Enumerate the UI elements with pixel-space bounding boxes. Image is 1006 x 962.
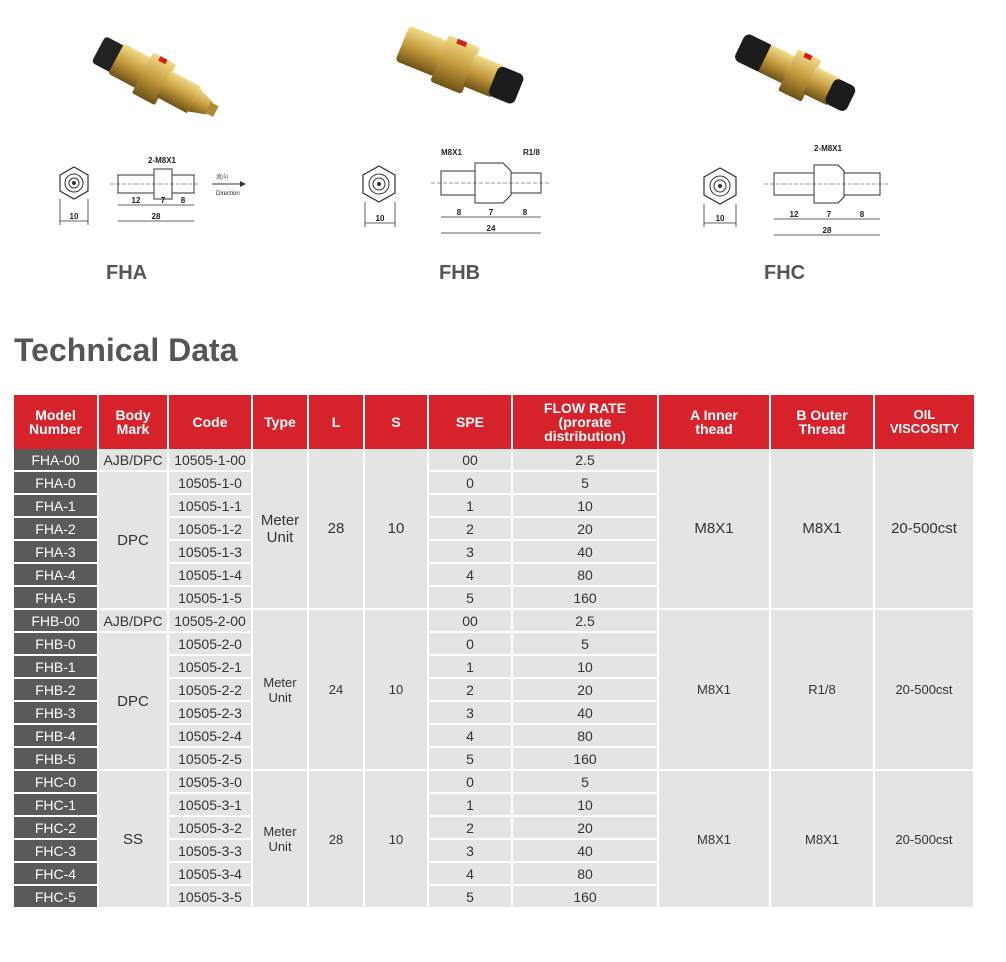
spe-cell: 3 [428, 839, 512, 862]
model-number-cell: FHB-0 [14, 632, 98, 655]
header-code: Code [168, 395, 252, 449]
code-cell: 10505-1-3 [168, 540, 252, 563]
code-cell: 10505-2-00 [168, 609, 252, 632]
spe-cell: 0 [428, 632, 512, 655]
flow-rate-cell: 2.5 [512, 609, 658, 632]
code-cell: 10505-1-00 [168, 449, 252, 471]
fha-photo [40, 20, 340, 140]
model-number-cell: FHB-1 [14, 655, 98, 678]
fhc-thread-label: 2-M8X1 [813, 144, 843, 153]
b-thread-cell: R1/8 [770, 609, 874, 770]
flow-rate-cell: 5 [512, 471, 658, 494]
header-flow-rate: FLOW RATE (prorate distribution) [512, 395, 658, 449]
model-number-cell: FHC-3 [14, 839, 98, 862]
fha-product-name: FHA [106, 262, 148, 284]
model-number-cell: FHB-3 [14, 701, 98, 724]
flow-rate-cell: 160 [512, 586, 658, 609]
s-cell: 10 [364, 609, 428, 770]
flow-rate-cell: 10 [512, 793, 658, 816]
code-cell: 10505-2-2 [168, 678, 252, 701]
fhb-dim-1: 8 [456, 208, 462, 217]
model-number-cell: FHB-2 [14, 678, 98, 701]
header-type: Type [252, 395, 308, 449]
spe-cell: 1 [428, 494, 512, 517]
a-thread-cell: M8X1 [658, 609, 770, 770]
header-model-number: Model Number [14, 395, 98, 449]
header-spe: SPE [428, 395, 512, 449]
body-mark-cell: DPC [98, 632, 168, 770]
flow-rate-cell: 160 [512, 747, 658, 770]
model-number-cell: FHA-5 [14, 586, 98, 609]
model-number-cell: FHA-0 [14, 471, 98, 494]
flow-rate-cell: 20 [512, 816, 658, 839]
spe-cell: 3 [428, 701, 512, 724]
flow-rate-cell: 40 [512, 540, 658, 563]
flow-rate-cell: 5 [512, 632, 658, 655]
a-thread-cell: M8X1 [658, 770, 770, 908]
model-number-cell: FHC-1 [14, 793, 98, 816]
header-body-mark: Body Mark [98, 395, 168, 449]
code-cell: 10505-1-5 [168, 586, 252, 609]
code-cell: 10505-2-3 [168, 701, 252, 724]
spe-cell: 5 [428, 747, 512, 770]
model-number-cell: FHB-00 [14, 609, 98, 632]
code-cell: 10505-1-1 [168, 494, 252, 517]
type-cell: Meter Unit [252, 770, 308, 908]
code-cell: 10505-1-4 [168, 563, 252, 586]
table-row [14, 609, 974, 632]
model-number-cell: FHC-5 [14, 885, 98, 908]
table-row [14, 449, 974, 471]
flow-rate-cell: 40 [512, 701, 658, 724]
fhc-hex-dim: 10 [715, 214, 725, 223]
model-number-cell: FHB-5 [14, 747, 98, 770]
fhc-dim-1: 12 [789, 210, 799, 219]
product-fhb [355, 0, 655, 300]
section-title: Technical Data [14, 332, 238, 368]
code-cell: 10505-3-3 [168, 839, 252, 862]
a-thread-cell: M8X1 [658, 449, 770, 609]
product-fhc [690, 0, 990, 300]
header-b-outer-thread: B Outer Thread [770, 395, 874, 449]
fhb-photo [355, 20, 655, 140]
code-cell: 10505-2-0 [168, 632, 252, 655]
fha-hex-dim: 10 [69, 212, 79, 221]
flow-rate-cell: 80 [512, 862, 658, 885]
spe-cell: 0 [428, 770, 512, 793]
spe-cell: 4 [428, 563, 512, 586]
fhb-dim-2: 7 [488, 208, 494, 217]
flow-rate-cell: 10 [512, 655, 658, 678]
model-number-cell: FHA-1 [14, 494, 98, 517]
spe-cell: 0 [428, 471, 512, 494]
model-number-cell: FHA-2 [14, 517, 98, 540]
fhb-thread-right: R1/8 [523, 148, 540, 157]
flow-rate-cell: 80 [512, 724, 658, 747]
spe-cell: 3 [428, 540, 512, 563]
fha-direction-cn: 流向 [216, 175, 229, 181]
spe-cell: 00 [428, 609, 512, 632]
spe-cell: 2 [428, 678, 512, 701]
fhb-hex-dim: 10 [375, 214, 385, 223]
model-number-cell: FHA-3 [14, 540, 98, 563]
l-cell: 28 [308, 449, 364, 609]
oil-viscosity-cell: 20-500cst [874, 449, 974, 609]
flow-rate-cell: 40 [512, 839, 658, 862]
model-number-cell: FHC-2 [14, 816, 98, 839]
l-cell: 24 [308, 609, 364, 770]
fhc-dim-3: 8 [859, 210, 865, 219]
product-fha [40, 0, 340, 300]
table-header-row [14, 395, 974, 449]
model-number-cell: FHA-4 [14, 563, 98, 586]
flow-rate-cell: 80 [512, 563, 658, 586]
type-cell: Meter Unit [252, 449, 308, 609]
header-s: S [364, 395, 428, 449]
technical-data-table [14, 395, 975, 909]
fhb-thread-left: M8X1 [441, 148, 462, 157]
code-cell: 10505-2-1 [168, 655, 252, 678]
s-cell: 10 [364, 449, 428, 609]
l-cell: 28 [308, 770, 364, 908]
flow-rate-cell: 2.5 [512, 449, 658, 471]
b-thread-cell: M8X1 [770, 770, 874, 908]
oil-viscosity-cell: 20-500cst [874, 770, 974, 908]
header-l: L [308, 395, 364, 449]
spe-cell: 2 [428, 816, 512, 839]
fhc-dim-2: 7 [826, 210, 832, 219]
type-cell: Meter Unit [252, 609, 308, 770]
fhb-drawing [355, 135, 655, 255]
flow-rate-cell: 5 [512, 770, 658, 793]
fhb-total-dim: 24 [486, 224, 496, 233]
model-number-cell: FHC-0 [14, 770, 98, 793]
code-cell: 10505-3-4 [168, 862, 252, 885]
code-cell: 10505-1-2 [168, 517, 252, 540]
fhb-dim-3: 8 [522, 208, 528, 217]
fhc-photo [690, 20, 990, 140]
s-cell: 10 [364, 770, 428, 908]
body-mark-cell: DPC [98, 471, 168, 609]
spe-cell: 1 [428, 793, 512, 816]
fha-direction-en: Direction [216, 191, 240, 197]
fha-thread-label: 2-M8X1 [147, 156, 177, 165]
body-mark-cell: AJB/DPC [98, 609, 168, 632]
body-mark-cell: AJB/DPC [98, 449, 168, 471]
table-row [14, 770, 974, 793]
code-cell: 10505-1-0 [168, 471, 252, 494]
header-a-inner-thread: A Inner thead [658, 395, 770, 449]
fhc-drawing [690, 135, 990, 255]
spe-cell: 00 [428, 449, 512, 471]
spe-cell: 4 [428, 724, 512, 747]
code-cell: 10505-2-5 [168, 747, 252, 770]
body-mark-cell: SS [98, 770, 168, 908]
header-oil-viscosity: OIL VISCOSITY [874, 395, 974, 449]
spe-cell: 2 [428, 517, 512, 540]
fha-dim-2: 7 [160, 196, 166, 205]
fha-dim-3: 8 [180, 196, 186, 205]
spe-cell: 4 [428, 862, 512, 885]
fha-drawing [40, 135, 340, 255]
flow-rate-cell: 160 [512, 885, 658, 908]
code-cell: 10505-3-0 [168, 770, 252, 793]
model-number-cell: FHA-00 [14, 449, 98, 471]
spe-cell: 5 [428, 586, 512, 609]
fha-dim-1: 12 [131, 196, 141, 205]
code-cell: 10505-3-2 [168, 816, 252, 839]
fha-total-dim: 28 [151, 212, 161, 221]
fhb-product-name: FHB [439, 262, 481, 284]
fhc-product-name: FHC [764, 262, 806, 284]
fhc-total-dim: 28 [822, 226, 832, 235]
model-number-cell: FHC-4 [14, 862, 98, 885]
code-cell: 10505-2-4 [168, 724, 252, 747]
model-number-cell: FHB-4 [14, 724, 98, 747]
flow-rate-cell: 10 [512, 494, 658, 517]
code-cell: 10505-3-1 [168, 793, 252, 816]
spe-cell: 1 [428, 655, 512, 678]
b-thread-cell: M8X1 [770, 449, 874, 609]
product-gallery [0, 0, 1006, 300]
oil-viscosity-cell: 20-500cst [874, 609, 974, 770]
code-cell: 10505-3-5 [168, 885, 252, 908]
flow-rate-cell: 20 [512, 678, 658, 701]
flow-rate-cell: 20 [512, 517, 658, 540]
spe-cell: 5 [428, 885, 512, 908]
